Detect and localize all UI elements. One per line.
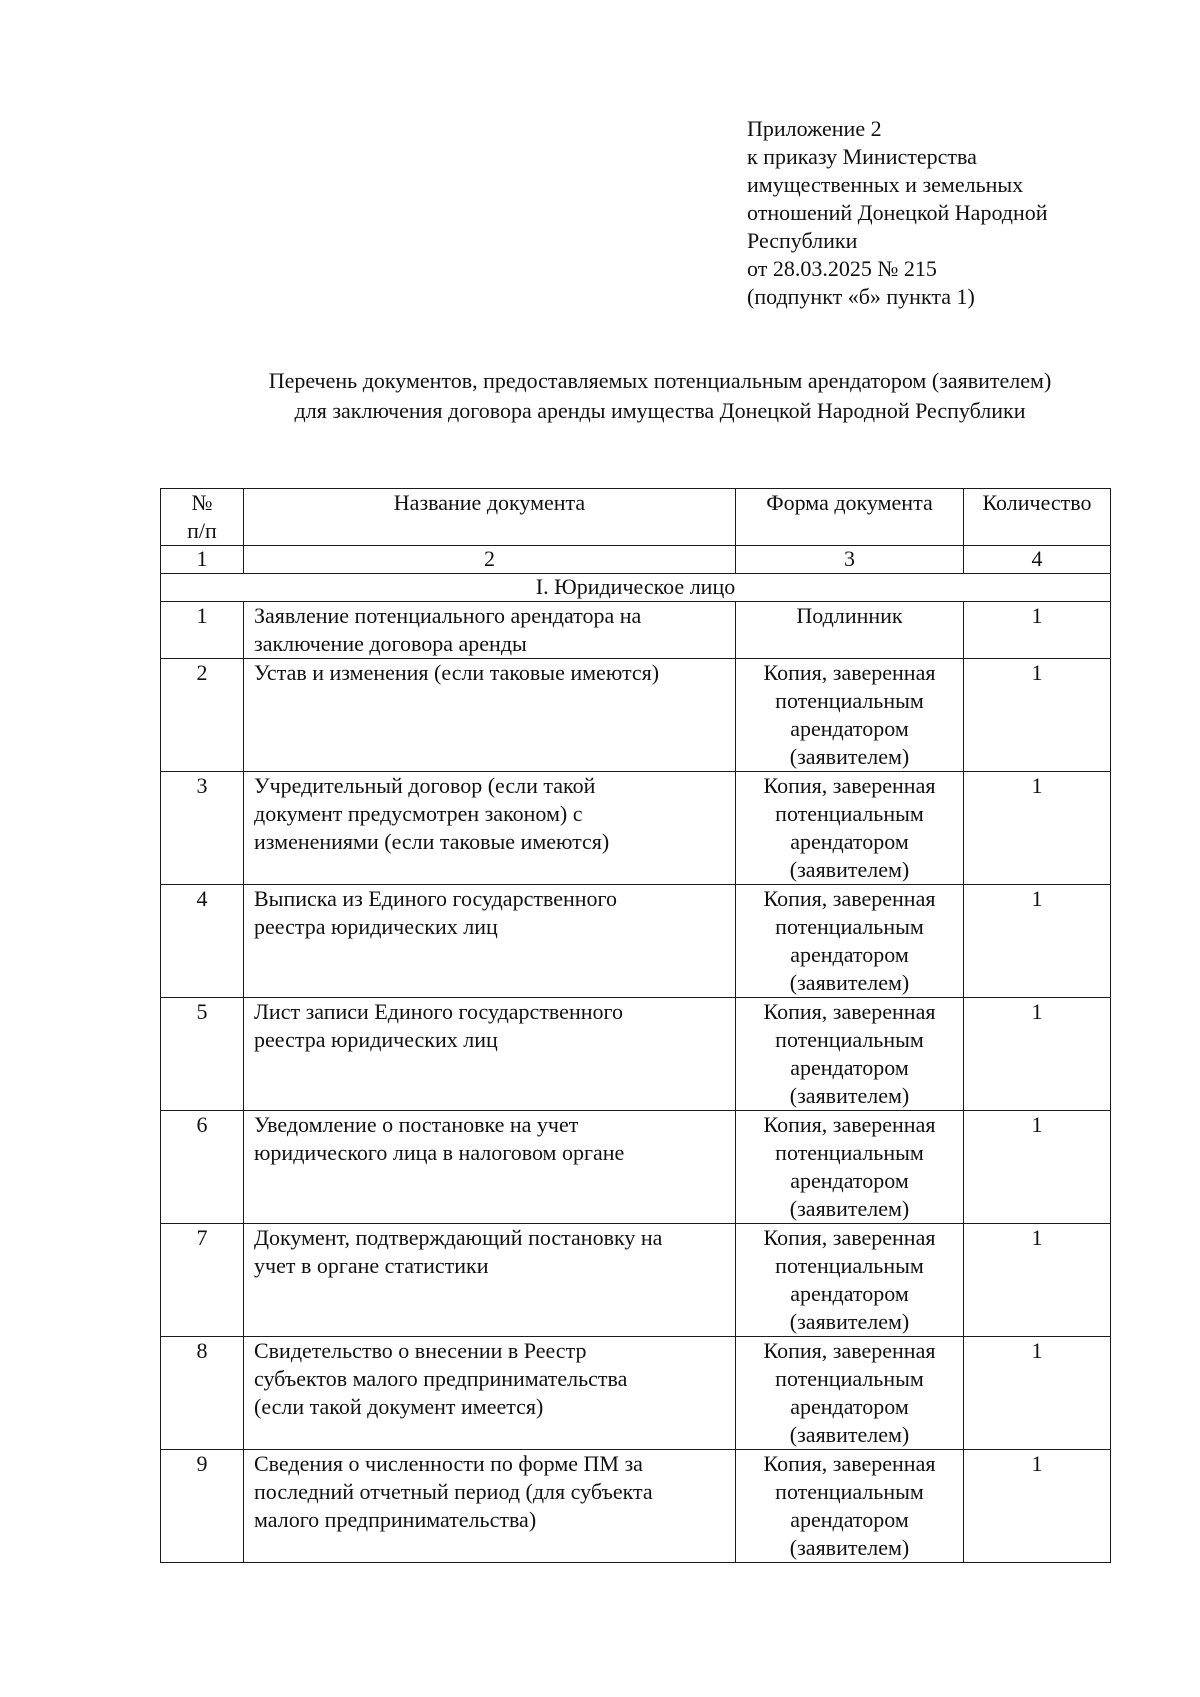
appendix-line: (подпункт «б» пункта 1)	[747, 284, 975, 309]
document-form-line: (заявителем)	[789, 970, 910, 995]
document-form-line: Копия, заверенная	[763, 1112, 936, 1137]
document-form	[736, 1450, 964, 1563]
document-quantity: 1	[964, 998, 1111, 1111]
document-name-line: учет в органе статистики	[254, 1253, 489, 1278]
appendix-line: к приказу Министерства	[747, 144, 977, 169]
row-number: 2	[161, 659, 244, 772]
header-num-line2: п/п	[187, 518, 217, 543]
document-name	[244, 602, 736, 659]
document-name-line: Сведения о численности по форме ПМ за	[254, 1451, 643, 1476]
appendix-line: от 28.03.2025 № 215	[747, 256, 937, 281]
document-name	[244, 1450, 736, 1563]
document-name-line: Свидетельство о внесении в Реестр	[254, 1338, 587, 1363]
document-quantity: 1	[964, 1111, 1111, 1224]
row-number: 7	[161, 1224, 244, 1337]
document-quantity: 1	[964, 772, 1111, 885]
row-number: 1	[161, 602, 244, 659]
document-form-line: потенциальным	[775, 1366, 924, 1391]
document-name	[244, 1224, 736, 1337]
document-form-line: Копия, заверенная	[763, 999, 936, 1024]
appendix-line: имущественных и земельных	[747, 172, 1024, 197]
row-number: 9	[161, 1450, 244, 1563]
table-row	[161, 1450, 1111, 1563]
table-row	[161, 772, 1111, 885]
document-form-line: (заявителем)	[789, 1083, 910, 1108]
document-name-line: (если такой документ имеется)	[254, 1394, 544, 1419]
document-name-line: изменениями (если таковые имеются)	[254, 829, 610, 854]
document-title	[200, 366, 1120, 426]
document-form	[736, 1111, 964, 1224]
document-name-line: заключение договора аренды	[254, 631, 527, 656]
document-name	[244, 1337, 736, 1450]
row-number: 3	[161, 772, 244, 885]
document-form-line: потенциальным	[775, 1253, 924, 1278]
appendix-line: Приложение 2	[747, 116, 882, 141]
document-quantity: 1	[964, 1337, 1111, 1450]
document-form-line: арендатором	[790, 829, 909, 854]
title-line-2: для заключения договора аренды имущества Донецкой Народной Республики	[294, 398, 1026, 423]
document-name-line: юридического лица в налоговом органе	[254, 1140, 625, 1165]
table-row	[161, 659, 1111, 772]
document-form-line: (заявителем)	[789, 1196, 910, 1221]
table-row	[161, 1111, 1111, 1224]
document-form	[736, 772, 964, 885]
document-form	[736, 885, 964, 998]
document-form-line: арендатором	[790, 1168, 909, 1193]
document-name-line: последний отчетный период (для субъекта	[254, 1479, 653, 1504]
document-quantity: 1	[964, 1450, 1111, 1563]
column-number: 3	[736, 546, 964, 574]
document-form-line: Копия, заверенная	[763, 1225, 936, 1250]
documents-table	[160, 488, 1111, 1563]
section-title: I. Юридическое лицо	[161, 574, 1111, 602]
table-header-row	[161, 489, 1111, 546]
document-name-line: малого предпринимательства)	[254, 1507, 537, 1532]
document-form	[736, 659, 964, 772]
document-name-line: субъектов малого предпринимательства	[254, 1366, 628, 1391]
table-row	[161, 998, 1111, 1111]
document-form-line: Подлинник	[796, 603, 903, 628]
table-row	[161, 1337, 1111, 1450]
row-number: 8	[161, 1337, 244, 1450]
document-form-line: потенциальным	[775, 1479, 924, 1504]
document-form	[736, 602, 964, 659]
header-num-line1: №	[191, 490, 213, 515]
document-form-line: арендатором	[790, 1507, 909, 1532]
document-name-line: Учредительный договор (если такой	[254, 773, 596, 798]
document-name-line: Документ, подтверждающий постановку на	[254, 1225, 663, 1250]
document-name-line: Устав и изменения (если таковые имеются)	[254, 660, 660, 685]
document-name-line: Уведомление о постановке на учет	[254, 1112, 579, 1137]
table-row	[161, 1224, 1111, 1337]
document-quantity: 1	[964, 885, 1111, 998]
document-form-line: арендатором	[790, 1394, 909, 1419]
document-form-line: (заявителем)	[789, 744, 910, 769]
title-line-1: Перечень документов, предоставляемых потенциальным арендатором (заявителем)	[268, 368, 1052, 393]
document-form-line: Копия, заверенная	[763, 1451, 936, 1476]
document-form-line: (заявителем)	[789, 1422, 910, 1447]
document-form-line: арендатором	[790, 1281, 909, 1306]
document-name	[244, 885, 736, 998]
header-name: Название документа	[244, 489, 736, 546]
document-name-line: Заявление потенциального арендатора на	[254, 603, 642, 628]
section-row	[161, 574, 1111, 602]
document-form-line: Копия, заверенная	[763, 660, 936, 685]
document-name-line: реестра юридических лиц	[254, 1027, 498, 1052]
header-form: Форма документа	[736, 489, 964, 546]
header-qty: Количество	[964, 489, 1111, 546]
document-quantity: 1	[964, 1224, 1111, 1337]
document-form	[736, 1224, 964, 1337]
document-form-line: Копия, заверенная	[763, 773, 936, 798]
header-num	[161, 489, 244, 546]
appendix-line: Республики	[747, 228, 858, 253]
column-number: 2	[244, 546, 736, 574]
document-quantity: 1	[964, 602, 1111, 659]
document-form-line: потенциальным	[775, 801, 924, 826]
document-form-line: потенциальным	[775, 1027, 924, 1052]
column-numbers-row	[161, 546, 1111, 574]
document-form-line: арендатором	[790, 716, 909, 741]
document-form	[736, 1337, 964, 1450]
document-name	[244, 998, 736, 1111]
document-form-line: (заявителем)	[789, 1309, 910, 1334]
document-name-line: реестра юридических лиц	[254, 914, 498, 939]
document-name-line: Лист записи Единого государственного	[254, 999, 623, 1024]
document-form-line: (заявителем)	[789, 857, 910, 882]
document-form-line: арендатором	[790, 1055, 909, 1080]
appendix-block	[747, 115, 1048, 311]
appendix-line: отношений Донецкой Народной	[747, 200, 1048, 225]
document-form	[736, 998, 964, 1111]
document-form-line: арендатором	[790, 942, 909, 967]
document-name	[244, 659, 736, 772]
document-form-line: Копия, заверенная	[763, 1338, 936, 1363]
document-form-line: Копия, заверенная	[763, 886, 936, 911]
row-number: 4	[161, 885, 244, 998]
document-quantity: 1	[964, 659, 1111, 772]
table-row	[161, 885, 1111, 998]
document-form-line: (заявителем)	[789, 1535, 910, 1560]
row-number: 6	[161, 1111, 244, 1224]
row-number: 5	[161, 998, 244, 1111]
table-row	[161, 602, 1111, 659]
document-form-line: потенциальным	[775, 688, 924, 713]
document-name	[244, 1111, 736, 1224]
document-name	[244, 772, 736, 885]
document-form-line: потенциальным	[775, 914, 924, 939]
column-number: 1	[161, 546, 244, 574]
document-form-line: потенциальным	[775, 1140, 924, 1165]
document-name-line: документ предусмотрен законом) с	[254, 801, 583, 826]
document-name-line: Выписка из Единого государственного	[254, 886, 617, 911]
column-number: 4	[964, 546, 1111, 574]
